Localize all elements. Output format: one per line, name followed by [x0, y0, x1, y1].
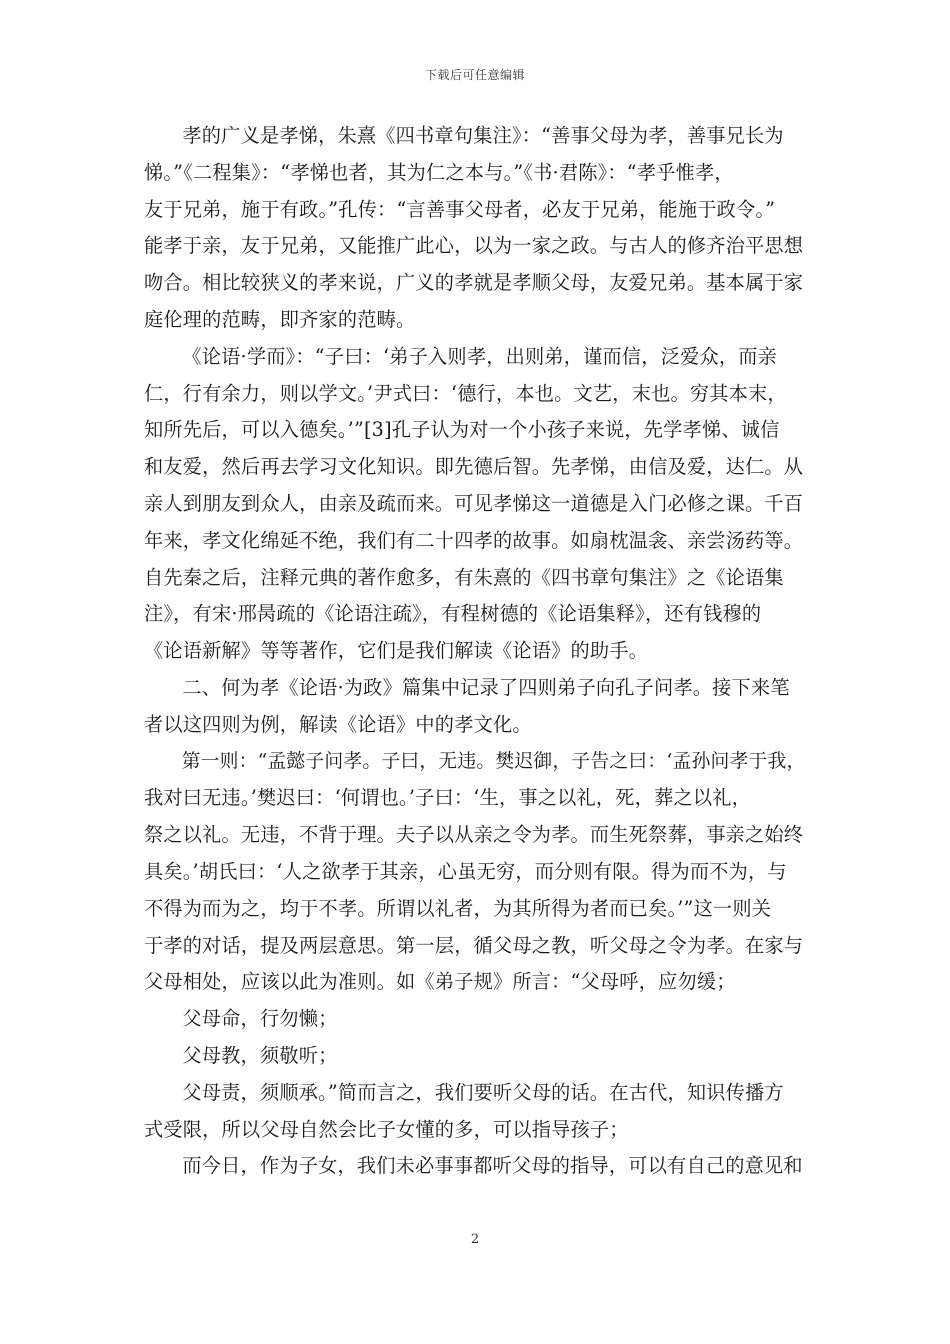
paragraph	[144, 1038, 806, 1075]
text-line: 注》，有宋·邢昺疏的《论语注疏》，有程树德的《论语集释》，还有钱穆的	[144, 602, 762, 626]
text-line: 于孝的对话，提及两层意思。第一层，循父母之教，听父母之令为孝。在家与	[144, 933, 804, 957]
paragraph	[144, 1148, 806, 1185]
paragraph	[144, 1001, 806, 1038]
text-line: 亲人到朋友到众人，由亲及疏而来。可见孝悌这一道德是入门必修之课。千百	[144, 491, 804, 515]
text-line: 自先秦之后，注释元典的著作愈多，有朱熹的《四书章句集注》之《论语集	[144, 565, 784, 589]
text-line: 庭伦理的范畴，即齐家的范畴。	[144, 307, 416, 331]
text-line: 第一则：“孟懿子问孝。子曰，无违。樊迟御，子告之曰：‘孟孙问孝于我，	[181, 750, 806, 772]
text-line: 父母教，须敬听；	[182, 1043, 338, 1067]
paragraph	[144, 744, 806, 1002]
text-line: 不得为而为之，均于不孝。所谓以礼者，为其所得为者而已矣。’”这一则关	[144, 896, 772, 920]
text-line: 具矣。’胡氏曰：‘人之欲孝于其亲，心虽无穷，而分则有限。得为而不为，与	[144, 859, 787, 883]
text-line: 二、何为孝《论语·为政》篇集中记录了四则弟子向孔子问孝。接下来笔	[182, 675, 790, 699]
text-line: 祭之以礼。无违，不背于理。夫子以从亲之令为孝。而生死祭葬，事亲之始终	[144, 823, 804, 847]
paragraph	[144, 339, 806, 670]
page-header: 下载后可任意编辑	[424, 68, 525, 82]
page-number: 2	[470, 1232, 480, 1247]
text-line: 友于兄弟，施于有政。”孔传：“言善事父母者，必友于兄弟，能施于政令。”	[144, 197, 776, 221]
text-line: 悌。”《二程集》：“孝悌也者，其为仁之本与。”《书·君陈》：“孝乎惟孝，	[144, 160, 734, 184]
text-line: 者以这四则为例，解读《论语》中的孝文化。	[144, 712, 532, 736]
text-line: 我对曰无违。’樊迟曰：‘何谓也。’子曰：‘生，事之以礼，死，葬之以礼，	[144, 786, 752, 810]
text-line: 《论语新解》等等著作，它们是我们解读《论语》的助手。	[144, 639, 649, 663]
paragraph	[144, 118, 806, 339]
text-line: 吻合。相比较狭义的孝来说，广义的孝就是孝顺父母，友爱兄弟。基本属于家	[144, 271, 804, 295]
text-line: 而今日，作为子女，我们未必事事都听父母的指导，可以有自己的意见和	[182, 1154, 803, 1178]
text-line: 父母责，须顺承。”简而言之，我们要听父母的话。在古代，知识传播方	[182, 1080, 784, 1104]
text-line: 式受限，所以父母自然会比子女懂的多，可以指导孩子；	[144, 1117, 629, 1141]
text-line: 知所先后，可以入德矣。’”[3]孔子认为对一个小孩子来说，先学孝悌、诚信	[144, 418, 780, 442]
text-line: 《论语·学而》：“子曰：‘弟子入则孝，出则弟，谨而信，泛爱众，而亲	[182, 344, 778, 368]
text-line: 孝的广义是孝悌，朱熹《四书章句集注》：“善事父母为孝，善事兄长为	[182, 124, 784, 147]
text-line: 仁，行有余力，则以学文。’尹式曰：‘德行，本也。文艺，末也。穷其本末，	[144, 381, 787, 405]
paragraph	[144, 670, 806, 744]
paragraph	[144, 1075, 806, 1149]
text-line: 父母相处，应该以此为准则。如《弟子规》所言：“父母呼，应勿缓；	[144, 970, 736, 994]
text-line: 父母命，行勿懒；	[182, 1007, 338, 1031]
document-body	[144, 118, 806, 1185]
text-line: 年来，孝文化绵延不绝，我们有二十四孝的故事。如扇枕温衾、亲尝汤药等。	[144, 528, 804, 552]
text-line: 和友爱，然后再去学习文化知识。即先德后智。先孝悌，由信及爱，达仁。从	[144, 455, 804, 479]
text-line: 能孝于亲，友于兄弟，又能推广此心，以为一家之政。与古人的修齐治平思想	[144, 234, 804, 258]
